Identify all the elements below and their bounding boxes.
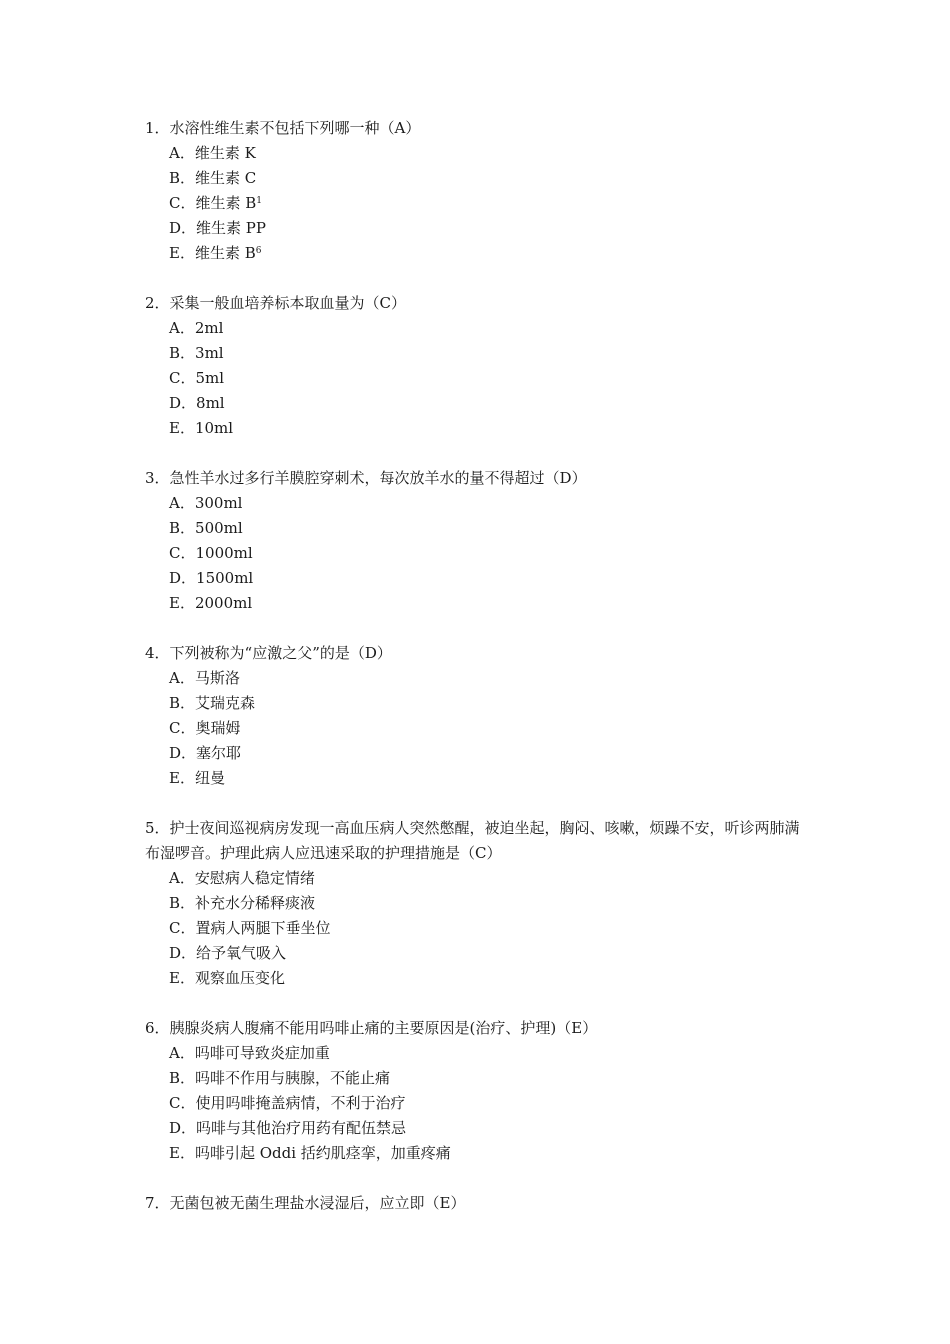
question-1 bbox=[145, 116, 815, 266]
option-text: A．维生素 K bbox=[169, 144, 256, 162]
option-item bbox=[145, 541, 815, 566]
option-item bbox=[145, 1116, 815, 1141]
option-item bbox=[145, 891, 815, 916]
option-item bbox=[145, 591, 815, 616]
option-text: E．吗啡引起 Oddi 括约肌痉挛，加重疼痛 bbox=[169, 1144, 451, 1162]
option-text: E．观察血压变化 bbox=[169, 969, 285, 987]
option-text: C．维生素 B bbox=[169, 194, 257, 212]
option-text: D．塞尔耶 bbox=[169, 744, 242, 762]
option-item bbox=[145, 1091, 815, 1116]
question-stem: 5．护士夜间巡视病房发现一高血压病人突然憋醒，被迫坐起，胸闷、咳嗽，烦躁不安，听诊两肺满布湿啰音。护理此病人应迅速采取的护理措施是（C） bbox=[145, 819, 800, 862]
option-item bbox=[145, 1141, 815, 1166]
option-item bbox=[145, 741, 815, 766]
option-text: E．10ml bbox=[169, 419, 234, 437]
option-item bbox=[145, 416, 815, 441]
option-text: B．维生素 C bbox=[169, 169, 257, 187]
option-item bbox=[145, 341, 815, 366]
option-text: C．使用吗啡掩盖病情，不利于治疗 bbox=[169, 1094, 406, 1112]
option-list bbox=[145, 866, 815, 991]
option-item bbox=[145, 366, 815, 391]
option-text: D．给予氧气吸入 bbox=[169, 944, 287, 962]
option-subscript: 6 bbox=[255, 246, 262, 256]
option-text: A．300ml bbox=[169, 494, 243, 512]
option-text: C．1000ml bbox=[169, 544, 253, 562]
question-list bbox=[145, 116, 815, 1241]
option-text: B．吗啡不作用与胰腺，不能止痛 bbox=[169, 1069, 391, 1087]
option-text: E．纽曼 bbox=[169, 769, 225, 787]
question-stem: 7．无菌包被无菌生理盐水浸湿后，应立即（E） bbox=[145, 1194, 466, 1212]
option-item bbox=[145, 566, 815, 591]
option-text: C．5ml bbox=[169, 369, 225, 387]
option-text: D．维生素 PP bbox=[169, 219, 266, 237]
option-item bbox=[145, 941, 815, 966]
option-item bbox=[145, 691, 815, 716]
option-item bbox=[145, 141, 815, 166]
option-item bbox=[145, 516, 815, 541]
option-text: A．马斯洛 bbox=[169, 669, 240, 687]
option-item bbox=[145, 166, 815, 191]
option-list bbox=[145, 316, 815, 441]
option-list bbox=[145, 491, 815, 616]
option-item bbox=[145, 666, 815, 691]
question-2 bbox=[145, 291, 815, 441]
question-7 bbox=[145, 1191, 815, 1216]
option-list bbox=[145, 141, 815, 266]
option-item bbox=[145, 766, 815, 791]
option-item bbox=[145, 716, 815, 741]
option-item bbox=[145, 966, 815, 991]
option-text: A．2ml bbox=[169, 319, 224, 337]
question-stem: 4．下列被称为“应激之父”的是（D） bbox=[145, 644, 392, 662]
option-item bbox=[145, 191, 815, 216]
option-text: A．吗啡可导致炎症加重 bbox=[169, 1044, 330, 1062]
question-3 bbox=[145, 466, 815, 616]
option-subscript: 1 bbox=[256, 196, 263, 206]
option-text: B．补充水分稀释痰液 bbox=[169, 894, 316, 912]
option-item bbox=[145, 216, 815, 241]
option-text: B．3ml bbox=[169, 344, 224, 362]
option-item bbox=[145, 491, 815, 516]
option-text: C．奥瑞姆 bbox=[169, 719, 241, 737]
option-text: D．吗啡与其他治疗用药有配伍禁忌 bbox=[169, 1119, 407, 1137]
option-list bbox=[145, 666, 815, 791]
option-text: C．置病人两腿下垂坐位 bbox=[169, 919, 331, 937]
option-list bbox=[145, 1041, 815, 1166]
option-item bbox=[145, 391, 815, 416]
question-stem: 2．采集一般血培养标本取血量为（C） bbox=[145, 294, 407, 312]
option-item bbox=[145, 916, 815, 941]
option-text: A．安慰病人稳定情绪 bbox=[169, 869, 315, 887]
option-text: D．8ml bbox=[169, 394, 225, 412]
question-stem: 3．急性羊水过多行羊膜腔穿刺术，每次放羊水的量不得超过（D） bbox=[145, 469, 587, 487]
option-item bbox=[145, 866, 815, 891]
question-4 bbox=[145, 641, 815, 791]
option-item bbox=[145, 241, 815, 266]
option-item bbox=[145, 316, 815, 341]
option-text: D．1500ml bbox=[169, 569, 254, 587]
option-text: B．艾瑞克森 bbox=[169, 694, 256, 712]
option-item bbox=[145, 1041, 815, 1066]
option-text: E．维生素 B bbox=[169, 244, 256, 262]
option-item bbox=[145, 1066, 815, 1091]
option-text: B．500ml bbox=[169, 519, 243, 537]
question-stem: 6．胰腺炎病人腹痛不能用吗啡止痛的主要原因是(治疗、护理)（E） bbox=[145, 1019, 598, 1037]
question-6 bbox=[145, 1016, 815, 1166]
question-5 bbox=[145, 816, 815, 991]
question-stem: 1．水溶性维生素不包括下列哪一种（A） bbox=[145, 119, 421, 137]
option-text: E．2000ml bbox=[169, 594, 253, 612]
